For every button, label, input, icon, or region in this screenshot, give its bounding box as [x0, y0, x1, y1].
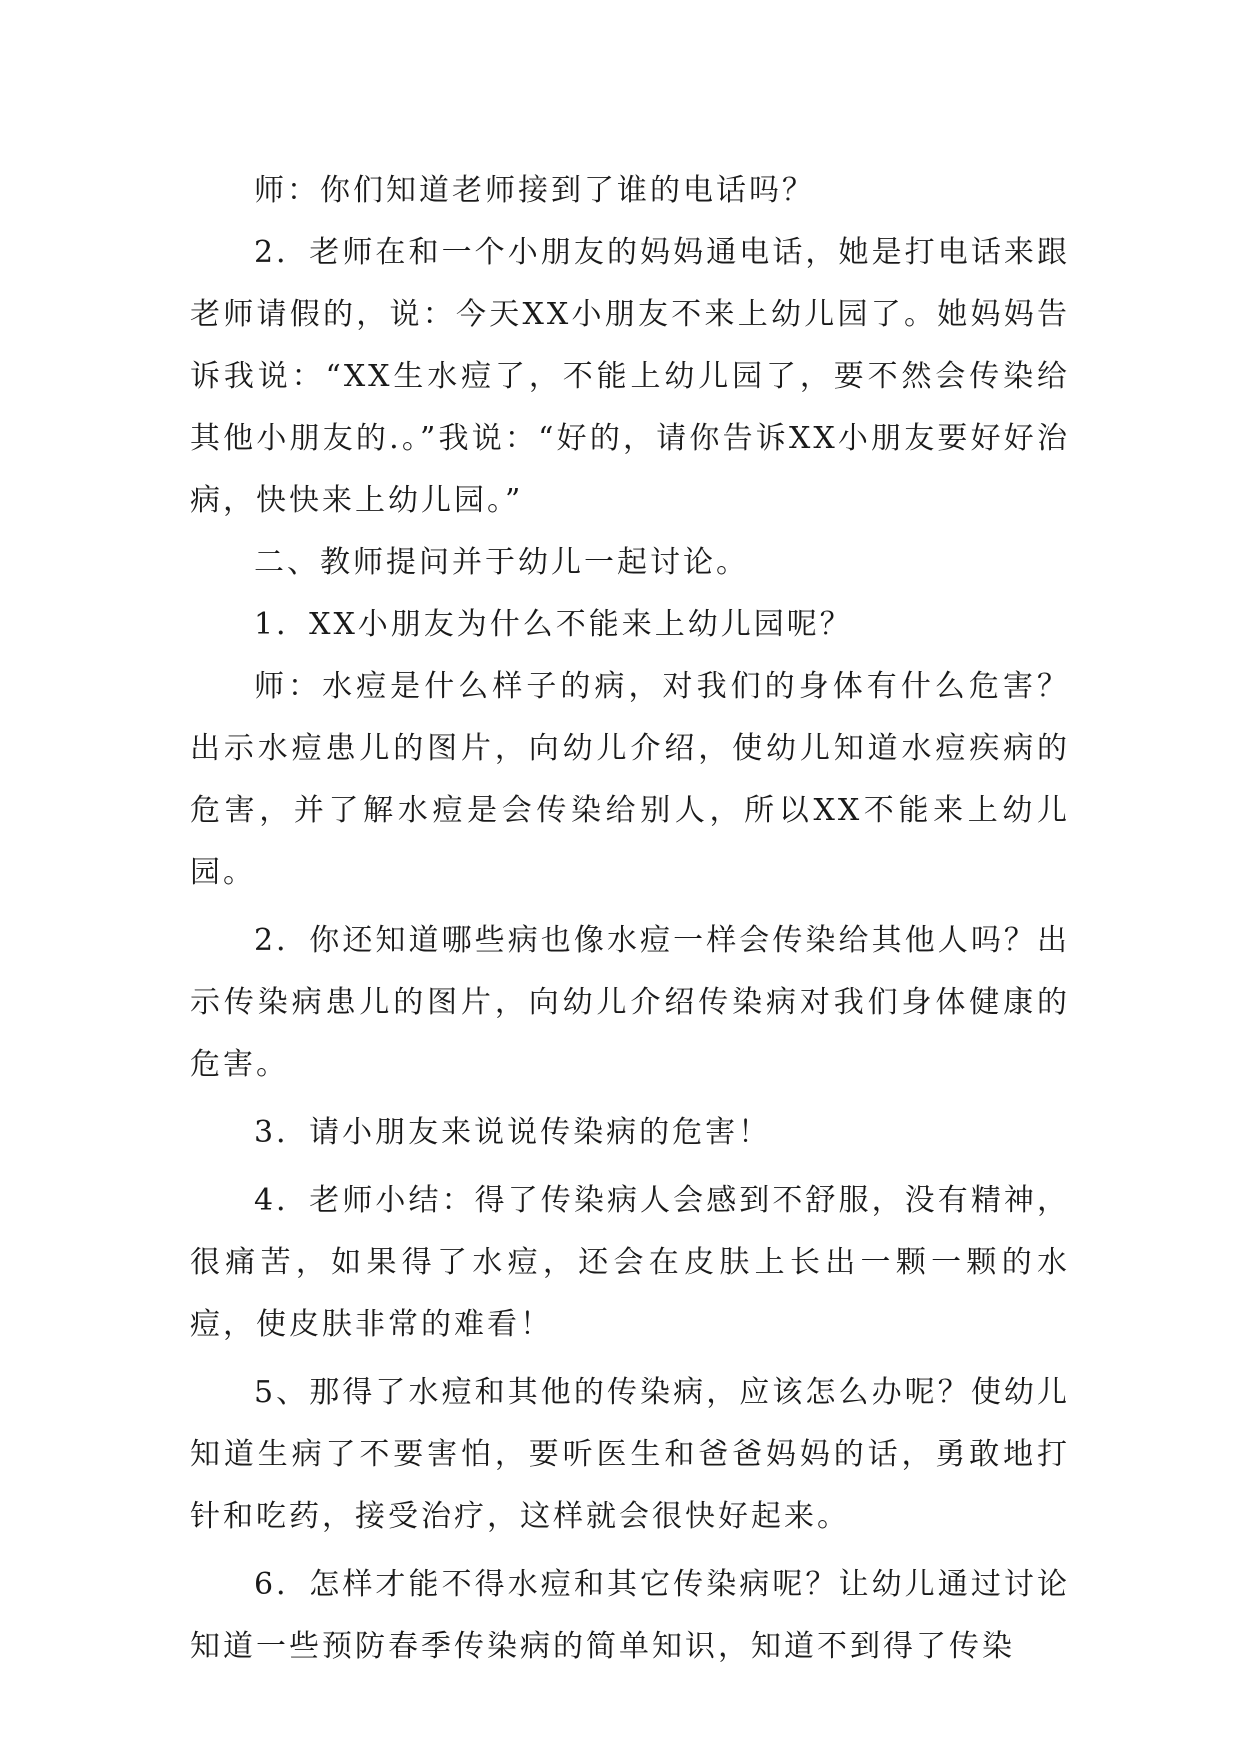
paragraph-question-2: 2．你还知道哪些病也像水痘一样会传染给其他人吗？出示传染病患儿的图片，向幼儿介绍传染病对我们身体健康的危害。 — [190, 923, 1070, 1082]
paragraph-phone-call: 2．老师在和一个小朋友的妈妈通电话，她是打电话来跟老师请假的，说：今天XX小朋友不来上幼儿园了。她妈妈告诉我说：“XX生水痘了，不能上幼儿园了，要不然会传染给其他小朋友的.。”我说：“好的，请你告诉XX小朋友要好好治病，快快来上幼儿园。” — [190, 235, 1070, 518]
paragraph-question-1: 1．XX小朋友为什么不能来上幼儿园呢？ — [254, 607, 853, 642]
paragraph-teacher-question: 师：你们知道老师接到了谁的电话吗？ — [254, 173, 815, 208]
paragraph-chickenpox-harm: 师：水痘是什么样子的病，对我们的身体有什么危害？出示水痘患儿的图片，向幼儿介绍，使幼儿知道水痘疾病的危害，并了解水痘是会传染给别人，所以XX不能来上幼儿园。 — [190, 669, 1070, 890]
paragraph-what-to-do: 5、那得了水痘和其他的传染病，应该怎么办呢？使幼儿知道生病了不要害怕，要听医生和爸爸妈妈的话，勇敢地打针和吃药，接受治疗，这样就会很快好起来。 — [190, 1375, 1070, 1534]
paragraph-prevention: 6．怎样才能不得水痘和其它传染病呢？让幼儿通过讨论知道一些预防春季传染病的简单知识，知道不到得了传染 — [190, 1567, 1070, 1664]
paragraph-section-two-heading: 二、教师提问并于幼儿一起讨论。 — [254, 545, 749, 580]
paragraph-teacher-summary: 4．老师小结：得了传染病人会感到不舒服，没有精神，很痛苦，如果得了水痘，还会在皮肤上长出一颗一颗的水痘，使皮肤非常的难看！ — [190, 1183, 1070, 1342]
paragraph-question-3: 3．请小朋友来说说传染病的危害！ — [254, 1115, 772, 1150]
document-body — [190, 160, 1070, 1678]
